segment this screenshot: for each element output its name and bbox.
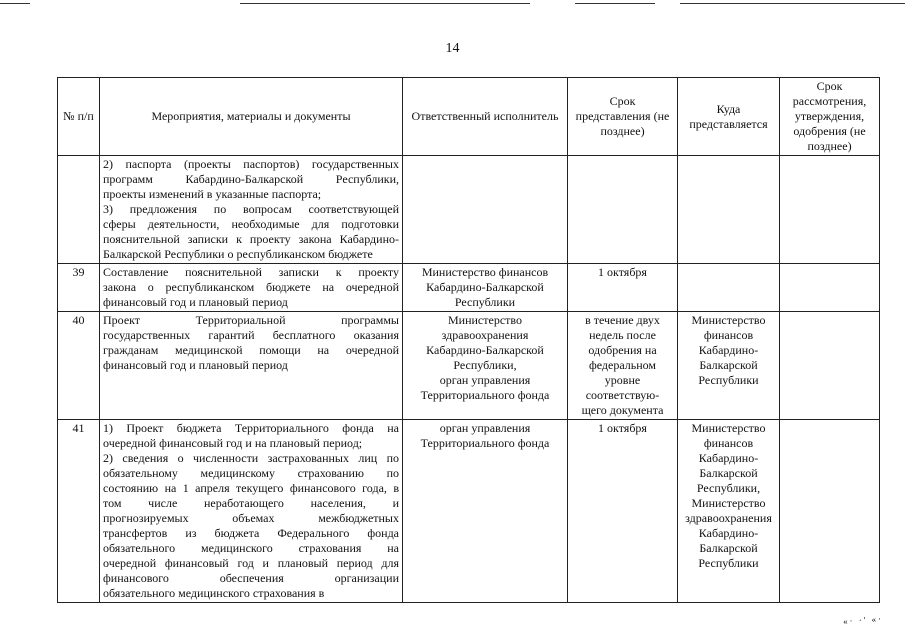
corner-marks: «· ·' «· bbox=[842, 613, 884, 627]
page-number: 14 bbox=[445, 41, 460, 56]
row-deadline-line: уровне bbox=[604, 373, 641, 387]
row-review bbox=[780, 156, 880, 264]
description-line: финансовый год и плановый период bbox=[103, 295, 288, 309]
description-line: финансовый год и плановый период bbox=[103, 358, 288, 372]
description-line: очередной финансовый год и на плановый период; bbox=[103, 436, 363, 450]
row-where-line: Министерство bbox=[691, 496, 766, 510]
description-line: Составление пояснительной записки к проекту bbox=[103, 265, 399, 279]
table-row bbox=[58, 264, 880, 312]
row-review bbox=[780, 420, 880, 603]
row-review bbox=[780, 264, 880, 312]
row-deadline-line: щего документа bbox=[581, 403, 664, 417]
table-row bbox=[58, 156, 880, 264]
row-where bbox=[678, 312, 780, 420]
row-where-line: финансов bbox=[703, 436, 754, 450]
row-responsible-line: Кабардино-Балкарской bbox=[426, 280, 544, 294]
row-where-line: финансов bbox=[703, 328, 754, 342]
description-line: 1) Проект бюджета Территориального фонда на bbox=[103, 421, 399, 435]
row-responsible-line: Республики, bbox=[453, 358, 517, 372]
row-responsible-line: Территориального фонда bbox=[420, 436, 550, 450]
row-where-line: Кабардино- bbox=[698, 526, 759, 540]
row-deadline-line: недель после bbox=[589, 328, 656, 342]
row-where-line: Балкарской bbox=[699, 541, 758, 555]
row-description bbox=[100, 312, 403, 420]
header-activity: Мероприятия, материалы и документы bbox=[100, 78, 403, 156]
description-line: гражданам медицинской помощи на очередной bbox=[103, 343, 399, 357]
row-responsible-line: здравоохранения bbox=[441, 328, 529, 342]
description-line: закона о республиканском бюджете на очередной bbox=[103, 280, 399, 294]
row-number: 40 bbox=[58, 312, 100, 420]
row-where bbox=[678, 156, 780, 264]
row-responsible bbox=[403, 264, 568, 312]
scan-artifact bbox=[575, 3, 655, 4]
row-deadline-line: одобрения на bbox=[588, 343, 657, 357]
row-deadline-line: 1 октября bbox=[598, 421, 647, 435]
description-line: обязательному медицинскому страхованию по bbox=[103, 466, 399, 480]
description-line: прогнозируемых объемах межбюджетных bbox=[103, 511, 399, 525]
description-line: пояснительной записки к проекту закона Кабардино- bbox=[103, 232, 399, 246]
row-responsible bbox=[403, 420, 568, 603]
row-where-line: Министерство bbox=[691, 421, 766, 435]
description-line: 3) предложения по вопросам соответствующей bbox=[103, 202, 399, 216]
row-responsible bbox=[403, 312, 568, 420]
row-deadline-line: 1 октября bbox=[598, 265, 647, 279]
row-description bbox=[100, 156, 403, 264]
description-line: обязательного медицинского страхования на bbox=[103, 541, 399, 555]
row-where-line: Республики, bbox=[696, 481, 761, 495]
table-row bbox=[58, 312, 880, 420]
row-where-line: Министерство bbox=[691, 313, 766, 327]
row-review bbox=[780, 312, 880, 420]
row-deadline bbox=[568, 264, 678, 312]
description-line: сферы деятельности, необходимые для подготовки bbox=[103, 217, 399, 231]
row-where-line: Кабардино- bbox=[698, 343, 759, 357]
header-deadline: Срок представления (не позднее) bbox=[568, 78, 678, 156]
row-where bbox=[678, 420, 780, 603]
header-responsible: Ответственный исполнитель bbox=[403, 78, 568, 156]
description-line: финансового обеспечения организации bbox=[103, 571, 399, 585]
row-where-line: Балкарской bbox=[699, 358, 758, 372]
row-where-line: Республики bbox=[698, 556, 759, 570]
header-row bbox=[58, 78, 880, 156]
document-table bbox=[57, 77, 880, 603]
scan-artifact bbox=[0, 3, 30, 4]
description-line: Балкарской Республики о республиканском бюджете bbox=[103, 247, 373, 261]
row-responsible-line: орган управления bbox=[439, 421, 531, 435]
description-line: трансфертов из бюджета Федерального фонда bbox=[103, 526, 399, 540]
row-description bbox=[100, 420, 403, 603]
row-number: 39 bbox=[58, 264, 100, 312]
description-line: проекты изменений в указанные паспорта; bbox=[103, 187, 322, 201]
description-line: Проект Территориальной программы bbox=[103, 313, 399, 327]
row-deadline bbox=[568, 420, 678, 603]
row-deadline-line: соответствую- bbox=[585, 388, 660, 402]
row-where bbox=[678, 264, 780, 312]
header-review: Срок рассмотрения, утверждения, одобрения (не позднее) bbox=[780, 78, 880, 156]
row-number bbox=[58, 156, 100, 264]
row-deadline-line: в течение двух bbox=[585, 313, 660, 327]
row-deadline-line: федеральном bbox=[588, 358, 657, 372]
row-deadline bbox=[568, 312, 678, 420]
description-line: 2) паспорта (проекты паспортов) государственных bbox=[103, 157, 399, 171]
header-num: № п/п bbox=[58, 78, 100, 156]
row-where-line: Кабардино- bbox=[698, 451, 759, 465]
description-line: 2) сведения о численности застрахованных лиц по bbox=[103, 451, 399, 465]
description-line: состоянию на 1 апреля текущего финансового года, в bbox=[103, 481, 399, 495]
header-where: Куда представляется bbox=[678, 78, 780, 156]
row-where-line: Республики bbox=[698, 373, 759, 387]
description-line: том числе неработающего населения, и bbox=[103, 496, 399, 510]
row-responsible-line: Республики bbox=[454, 295, 516, 309]
scan-artifact bbox=[240, 3, 530, 4]
table-row bbox=[58, 420, 880, 603]
row-description bbox=[100, 264, 403, 312]
row-responsible-line: Кабардино-Балкарской bbox=[426, 343, 544, 357]
row-where-line: здравоохранения bbox=[685, 511, 772, 525]
row-responsible-line: Министерство финансов bbox=[421, 265, 549, 279]
description-line: очередной финансовый год и плановый период для bbox=[103, 556, 399, 570]
row-responsible-line: орган управления bbox=[439, 373, 531, 387]
description-line: государственных гарантий бесплатного оказания bbox=[103, 328, 399, 342]
scan-artifact bbox=[680, 3, 905, 4]
row-number: 41 bbox=[58, 420, 100, 603]
row-responsible-line: Министерство bbox=[448, 313, 522, 327]
description-line: программ Кабардино-Балкарской Республики, bbox=[103, 172, 399, 186]
row-deadline bbox=[568, 156, 678, 264]
row-where-line: Балкарской bbox=[699, 466, 758, 480]
row-responsible bbox=[403, 156, 568, 264]
description-line: обязательного медицинского страхования в bbox=[103, 586, 325, 600]
row-responsible-line: Территориального фонда bbox=[420, 388, 550, 402]
